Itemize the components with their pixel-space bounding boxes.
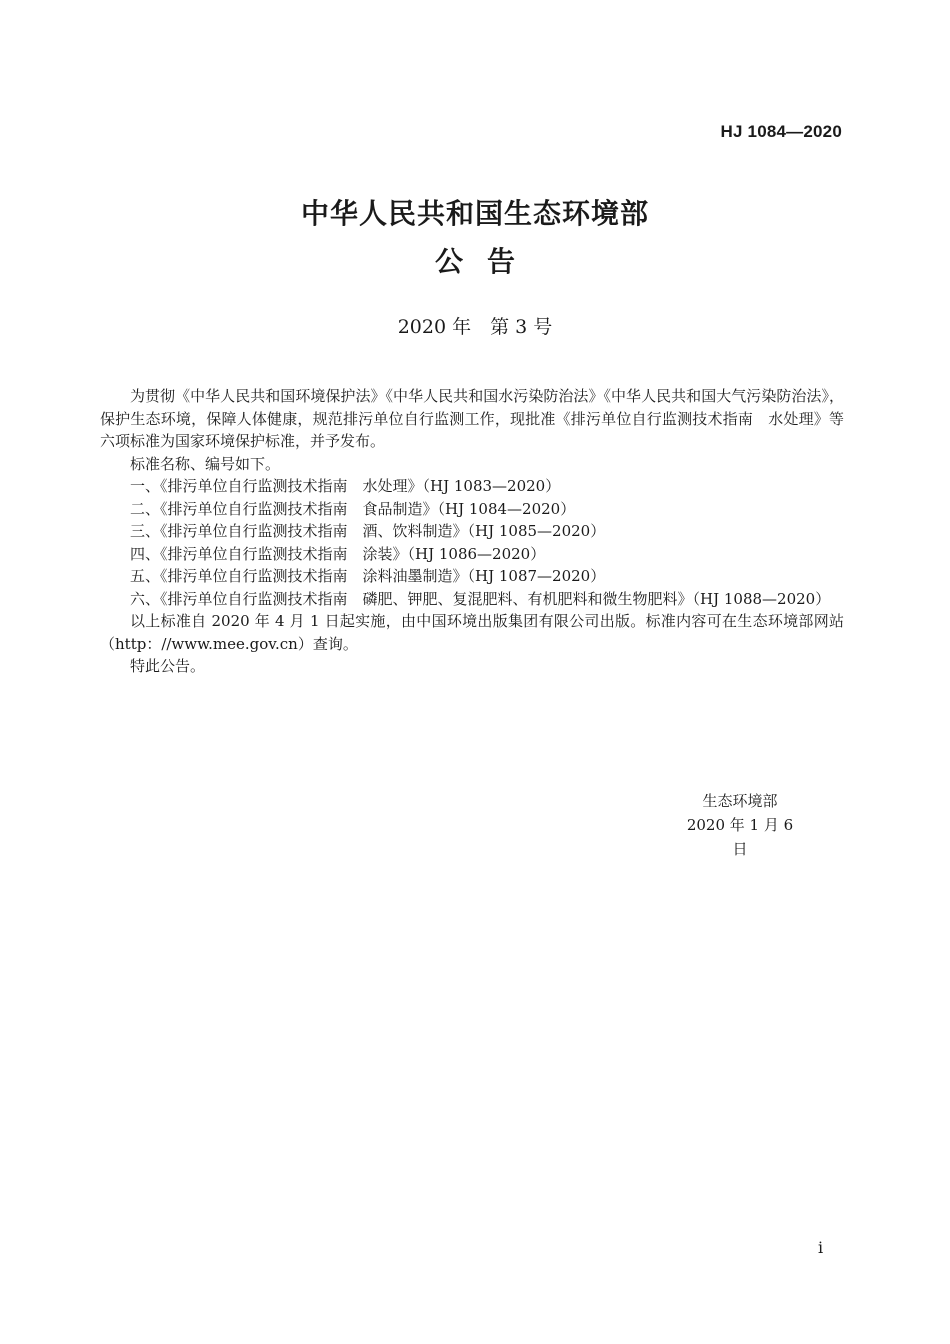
closing-line: 特此公告。	[130, 657, 206, 675]
standard-item: 四、《排污单位自行监测技术指南 涂装》（HJ 1086—2020）	[130, 544, 546, 563]
signature-date: 2020 年 1 月 6 日	[686, 816, 794, 858]
standard-item: 五、《排污单位自行监测技术指南 涂料油墨制造》（HJ 1087—2020）	[130, 567, 606, 585]
standard-item: 一、《排污单位自行监测技术指南 水处理》（HJ 1083—2020）	[130, 477, 561, 495]
document-subtitle: 公告	[434, 245, 539, 278]
standard-item: 二、《排污单位自行监测技术指南 食品制造》（HJ 1084—2020）	[130, 499, 576, 518]
issue-number: 2020 年 第 3 号	[397, 316, 553, 338]
standard-item: 三、《排污单位自行监测技术指南 酒、饮料制造》（HJ 1085—2020）	[130, 522, 606, 540]
signature-org: 生态环境部	[702, 792, 778, 810]
document-title: 中华人民共和国生态环境部	[300, 197, 649, 230]
announcement-body	[100, 385, 844, 678]
intro-paragraph: 为贯彻《中华人民共和国环境保护法》《中华人民共和国水污染防治法》《中华人民共和国大气污染防治法》，保护生态环境，保障人体健康，规范排污单位自行监测工作，现批准《排污单位自行监测技术指南 水处理》等六项标准为国家环境保护标准，并予发布。	[100, 387, 844, 450]
standard-code: HJ 1084—2020	[720, 122, 842, 141]
implementation-paragraph: 以上标准自 2020 年 4 月 1 日起实施，由中国环境出版集团有限公司出版。标准内容可在生态环境部网站（http：//www.mee.gov.cn）查询。	[100, 612, 844, 653]
standard-item: 六、《排污单位自行监测技术指南 磷肥、钾肥、复混肥料、有机肥料和微生物肥料》（HJ 1088—2020）	[130, 589, 831, 608]
list-intro: 标准名称、编号如下。	[130, 454, 281, 473]
page-number: i	[818, 1238, 824, 1257]
